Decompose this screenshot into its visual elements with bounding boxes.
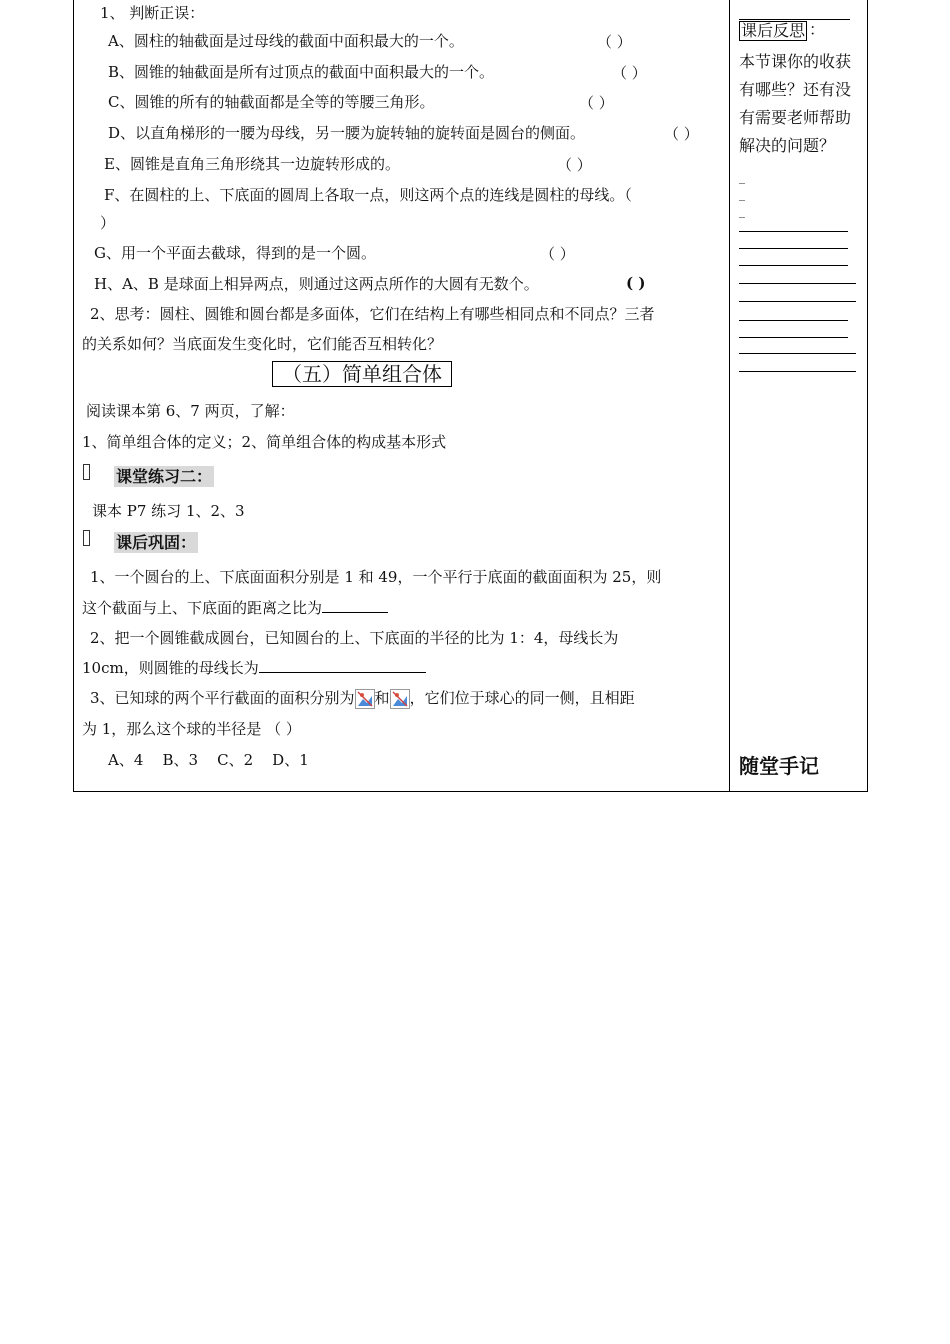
practice2-text: 课本 P7 练习 1、2、3 bbox=[92, 502, 245, 520]
judge-paren-b: （ ） bbox=[612, 64, 647, 82]
practice2-label: 课堂练习二： bbox=[116, 467, 213, 486]
note-rule bbox=[739, 283, 856, 284]
consolidate-label: 课后巩固： bbox=[116, 533, 197, 552]
q2-line-1: 2、把一个圆锥截成圆台，已知圆台的上、下底面的半径的比为 1：4，母线长为 bbox=[90, 629, 619, 647]
note-rule bbox=[739, 265, 848, 266]
side-title-rule bbox=[739, 19, 850, 20]
think-line-1: 2、思考：圆柱、圆锥和圆台都是多面体，它们在结构上有哪些相同点和不同点？三者 bbox=[90, 305, 655, 323]
note-rule bbox=[739, 248, 848, 249]
judge-paren-a: （ ） bbox=[597, 33, 632, 51]
square-bullet-icon bbox=[83, 464, 90, 480]
judge-item-e: E、圆锥是直角三角形绕其一边旋转形成的。 bbox=[104, 155, 400, 173]
judge-item-h: H、A、B 是球面上相异两点，则通过这两点所作的大圆有无数个。 bbox=[94, 275, 539, 293]
note-rule bbox=[739, 231, 848, 232]
q3-line-1-text-a: 3、已知球的两个平行截面的面积分别为 bbox=[90, 689, 355, 707]
read-instruction: 阅读课本第 6、7 两页，了解： bbox=[86, 402, 295, 420]
q3-line-1 bbox=[90, 686, 635, 710]
dash-mark: _ bbox=[739, 170, 745, 184]
reflection-title-text: 课后反思 bbox=[741, 21, 806, 40]
formula-image-icon bbox=[355, 689, 375, 709]
reflection-title bbox=[739, 21, 807, 41]
practice2-heading bbox=[114, 464, 214, 487]
combo-points: 1、简单组合体的定义；2、简单组合体的构成基本形式 bbox=[82, 433, 447, 451]
q2-line-2-text: 10cm，则圆锥的母线长为 bbox=[82, 659, 259, 677]
consolidate-heading bbox=[114, 530, 198, 553]
note-rule bbox=[739, 353, 856, 354]
judge-paren-g: （ ） bbox=[540, 245, 575, 263]
formula-image-icon bbox=[390, 689, 410, 709]
notes-title: 随堂手记 bbox=[739, 754, 819, 778]
judge-item-d: D、以直角梯形的一腰为母线，另一腰为旋转轴的旋转面是圆台的侧面。 bbox=[108, 124, 586, 142]
note-rule bbox=[739, 320, 848, 321]
square-bullet-icon bbox=[83, 530, 90, 546]
answer-blank bbox=[322, 598, 388, 613]
judge-item-f-cont: ） bbox=[100, 214, 116, 232]
note-rule bbox=[739, 371, 856, 372]
judge-paren-c: （ ） bbox=[579, 94, 614, 112]
q3-options: A、4 B、3 C、2 D、1 bbox=[108, 751, 309, 769]
q2-line-2 bbox=[82, 658, 426, 678]
q3-line-2: 为 1，那么这个球的半径是 （ ） bbox=[82, 720, 301, 738]
judge-paren-d: （ ） bbox=[664, 125, 699, 143]
judge-item-b: B、圆锥的轴截面是所有过顶点的截面中面积最大的一个。 bbox=[108, 63, 495, 81]
judge-paren-e: （ ） bbox=[557, 156, 592, 174]
column-divider bbox=[729, 0, 730, 792]
q1-line-2-text: 这个截面与上、下底面的距离之比为 bbox=[82, 599, 323, 617]
q1-line-2 bbox=[82, 598, 388, 618]
q3-line-1-text-c: ，它们位于球心的同一侧，且相距 bbox=[409, 689, 635, 707]
q3-line-1-text-b: 和 bbox=[374, 689, 390, 707]
judge-item-c: C、圆锥的所有的轴截面都是全等的等腰三角形。 bbox=[108, 93, 435, 111]
q1-line-1: 1、一个圆台的上、下底面面积分别是 1 和 49，一个平行于底面的截面面积为 25，则 bbox=[90, 568, 662, 586]
judge-paren-h: ( ) bbox=[626, 274, 646, 292]
reflection-prompt: 本节课你的收获有哪些？还有没有需要老师帮助解决的问题？ bbox=[739, 52, 852, 155]
judge-header: 1、 判断正误： bbox=[100, 4, 205, 22]
judge-item-g: G、用一个平面去截球，得到的是一个圆。 bbox=[94, 244, 376, 262]
dash-mark: _ bbox=[739, 204, 745, 218]
section-title-box: （五）简单组合体 bbox=[272, 361, 452, 387]
think-line-2: 的关系如何？当底面发生变化时，它们能否互相转化？ bbox=[82, 335, 443, 353]
note-rule bbox=[739, 301, 856, 302]
judge-item-a: A、圆柱的轴截面是过母线的截面中面积最大的一个。 bbox=[108, 32, 464, 50]
dash-mark: _ bbox=[739, 187, 745, 201]
note-rule bbox=[739, 337, 848, 338]
judge-item-f: F、在圆柱的上、下底面的圆周上各取一点，则这两个点的连线是圆柱的母线。（ bbox=[104, 186, 632, 204]
reflection-colon: ： bbox=[809, 20, 826, 39]
answer-blank bbox=[259, 658, 426, 673]
